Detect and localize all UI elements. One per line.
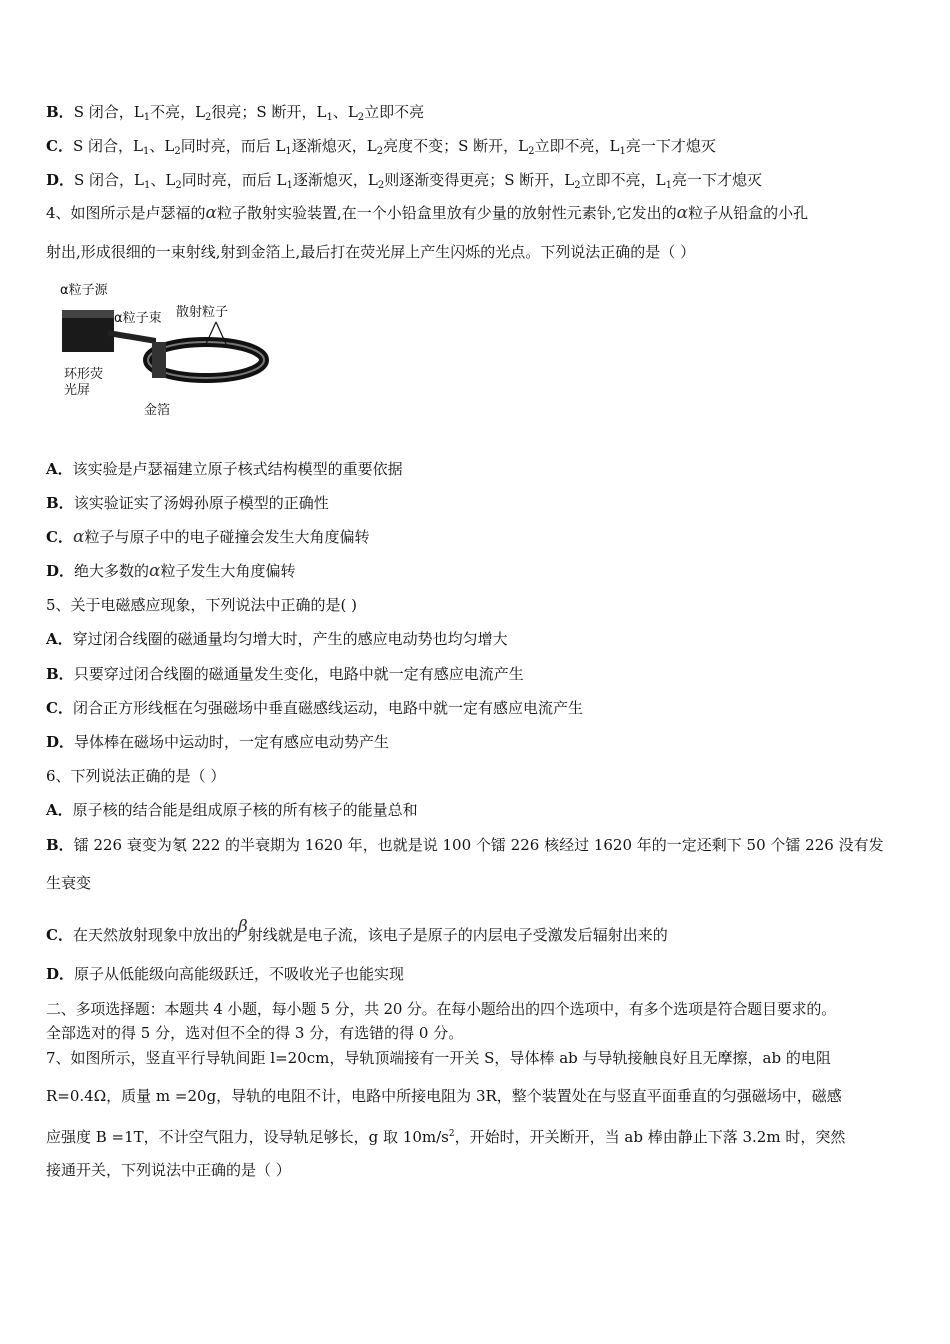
section2-heading-line1: 二、多项选择题：本题共 4 小题，每小题 5 分，共 20 分。在每小题给出的四个选项中，有多个选项是符合题目要求的。	[46, 1000, 836, 1018]
alpha-symbol: α	[205, 203, 218, 223]
label-scatter: 散射粒子	[176, 305, 229, 320]
q5-option-d: D．导体棒在磁场中运动时，一定有感应电动势产生	[46, 733, 390, 751]
q4-stem-line1: 4、如图所示是卢瑟福的α粒子散射实验装置,在一个小铅盒里放有少量的放射性元素钋,它发出的α粒子从铅盒的小孔	[46, 203, 809, 223]
q6-option-b-cont: 生衰变	[46, 874, 92, 892]
label-screen-1: 环形荧	[64, 367, 104, 382]
q3-option-b: B．S 闭合，$L_1$不亮，$L_2$很亮；S 断开，$L_1$、$L_2$立即不亮	[46, 103, 425, 123]
q6-option-a: A．原子核的结合能是组成原子核的所有核子的能量总和	[46, 801, 418, 819]
q7-line1: 7、如图所示，竖直平行导轨间距 l=20cm，导轨顶端接有一开关 S，导体棒 ab 与导轨接触良好且无摩擦，ab 的电阻	[46, 1049, 831, 1067]
label-screen-2: 光屏	[64, 383, 91, 398]
q7-line4: 接通开关，下列说法中正确的是（ ）	[46, 1161, 291, 1179]
alpha-symbol: α	[149, 561, 161, 581]
q7-line2: R=0.4Ω，质量 m =20g，导轨的电阻不计，电路中所接电阻为 3R，整个装置处在与竖直平面垂直的匀强磁场中，磁感	[46, 1087, 842, 1105]
alpha-beam	[108, 330, 156, 344]
label-foil: 金箔	[144, 403, 171, 418]
gold-foil	[152, 342, 166, 378]
alpha-symbol: α	[676, 203, 689, 223]
label-beam: α粒子束	[114, 311, 162, 326]
q6-option-c: C．在天然放射现象中放出的β射线就是电子流，该电子是原子的内层电子受激发后辐射出来的	[46, 917, 668, 944]
q6-option-b: B．镭 226 衰变为氡 222 的半衰期为 1620 年，也就是说 100 个镭 226 核经过 1620 年的一定还剩下 50 个镭 226 没有发	[46, 836, 884, 854]
q3-option-d: D．S 闭合，$L_1$、$L_2$同时亮，而后 $L_1$逐渐熄灭，$L_2$则逐渐变得更亮；S 断开，$L_2$立即不亮，$L_1$亮一下才熄灭	[46, 171, 762, 191]
q5-option-b: B．只要穿过闭合线圈的磁通量发生变化，电路中就一定有感应电流产生	[46, 665, 524, 683]
q6-stem: 6、下列说法正确的是（ ）	[46, 767, 226, 785]
q5-stem: 5、关于电磁感应现象，下列说法中正确的是( )	[46, 596, 358, 614]
q4-option-c: C．α粒子与原子中的电子碰撞会发生大角度偏转	[46, 527, 370, 547]
section2-heading-line2: 全部选对的得 5 分，选对但不全的得 3 分，有选错的得 0 分。	[46, 1024, 464, 1042]
rutherford-apparatus-figure	[56, 280, 276, 425]
q3-option-c: C．S 闭合，$L_1$、$L_2$同时亮，而后 $L_1$逐渐熄灭，$L_2$亮度不变；S 断开，$L_2$立即不亮，$L_1$亮一下才熄灭	[46, 137, 716, 157]
q6-option-d: D．原子从低能级向高能级跃迁，不吸收光子也能实现	[46, 965, 405, 983]
q4-option-b: B．该实验证实了汤姆孙原子模型的正确性	[46, 494, 329, 512]
label-source: α粒子源	[60, 283, 108, 298]
q4-option-a: A．该实验是卢瑟福建立原子核式结构模型的重要依据	[46, 460, 403, 478]
q5-option-c: C．闭合正方形线框在匀强磁场中垂直磁感线运动，电路中就一定有感应电流产生	[46, 699, 583, 717]
q4-option-d: D．绝大多数的α粒子发生大角度偏转	[46, 561, 296, 581]
alpha-symbol: α	[72, 527, 85, 547]
q5-option-a: A．穿过闭合线圈的磁通量均匀增大时，产生的感应电动势也均匀增大	[46, 630, 508, 648]
q7-line3: 应强度 B =1T，不计空气阻力，设导轨足够长，g 取 $10m/s^2$，开始时，开关断开，当 ab 棒由静止下落 3.2m 时，突然	[46, 1128, 846, 1146]
q4-stem-line2: 射出,形成很细的一束射线,射到金箔上,最后打在荧光屏上产生闪烁的光点。下列说法正确的是（ ）	[46, 243, 696, 261]
beta-symbol: β	[237, 917, 248, 937]
